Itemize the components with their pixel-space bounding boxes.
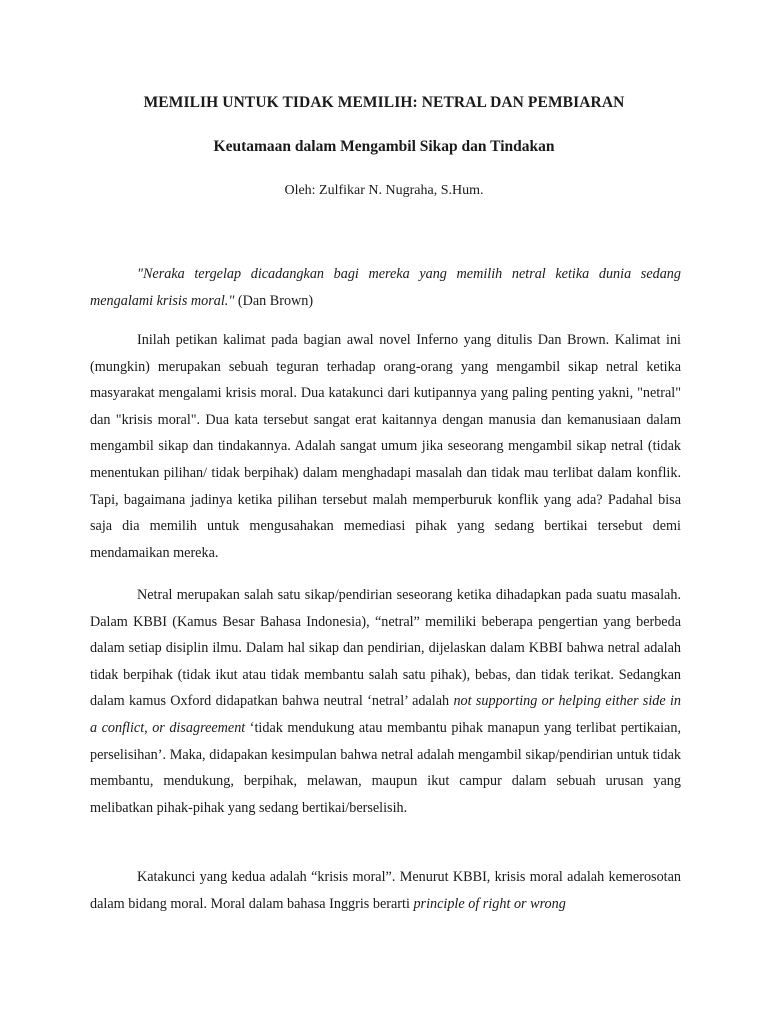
oxford-definition: not supporting or helping either side in a conflict, or disagreement bbox=[90, 693, 681, 736]
epigraph bbox=[90, 261, 681, 329]
paragraph-text: ‘tidak mendukung atau membantu pihak manapun yang terlibat pertikaian, perselisihan’. Maka, didapakan kesimpulan bahwa netral adalah mengambil sikap/pendirian untuk tidak membantu, mendukung, berpihak, melawan, maupun ikut campur dalam sebuah urusan yang melibatkan pihak-pihak yang sedang bertikai/berselisih. bbox=[90, 719, 681, 816]
paragraph-text: Inilah petikan kalimat pada bagian awal novel Inferno yang ditulis Dan Brown. Kalimat ini (mungkin) merupakan sebuah teguran terhadap orang-orang yang mengambil sikap netral ketika masyarakat mengalami krisis moral. Dua katakunci dari kutipannya yang paling penting yakni, "netral" dan "krisis moral". Dua kata tersebut sangat erat kaitannya dengan manusia dan kemanusiaan dalam mengambil sikap dan tindakannya. Adalah sangat umum jika seseorang mengambil sikap netral (tidak menentukan pilihan/ tidak berpihak) dalam menghadapi masalah dan tidak mau terlibat dalam konflik. Tapi, bagaimana jadinya ketika pilihan tersebut malah memperburuk konflik yang ada? Padahal bisa saja dia memilih untuk mengusahakan memediasi pihak yang sedang bertikai tersebut demi mendamaikan mereka. bbox=[90, 332, 681, 561]
document-title: MEMILIH UNTUK TIDAK MEMILIH: NETRAL DAN PEMBIARAN bbox=[143, 94, 625, 111]
paragraph-text: Katakunci yang kedua adalah “krisis moral”. Menurut KBBI, krisis moral adalah kemerosotan dalam bidang moral. Moral dalam bahasa Inggris berarti bbox=[90, 869, 681, 912]
quote-text: "Neraka tergelap dicadangkan bagi mereka yang memilih netral ketika dunia sedang mengalami krisis moral." bbox=[90, 266, 681, 309]
paragraph-2 bbox=[90, 582, 681, 836]
quote-attribution: (Dan Brown) bbox=[234, 292, 314, 309]
paragraph-text: Netral merupakan salah satu sikap/pendirian seseorang ketika dihadapkan pada suatu masalah. Dalam KBBI (Kamus Besar Bahasa Indonesia), “netral” memiliki beberapa pengertian yang berbeda dalam setiap disiplin ilmu. Dalam hal sikap dan pendirian, dijelaskan dalam KBBI bahwa netral adalah tidak berpihak (tidak ikut atau tidak membantu salah satu pihak), bebas, dan tidak terikat. Sedangkan dalam kamus Oxford didapatkan bahwa neutral ‘netral’ adalah bbox=[90, 587, 681, 710]
document-subtitle: Keutamaan dalam Mengambil Sikap dan Tindakan bbox=[213, 138, 555, 155]
moral-definition: principle of right or wrong bbox=[413, 895, 566, 912]
paragraph-3 bbox=[90, 864, 681, 932]
paragraph-1 bbox=[90, 327, 681, 581]
author-line: Oleh: Zulfikar N. Nugraha, S.Hum. bbox=[284, 183, 484, 198]
